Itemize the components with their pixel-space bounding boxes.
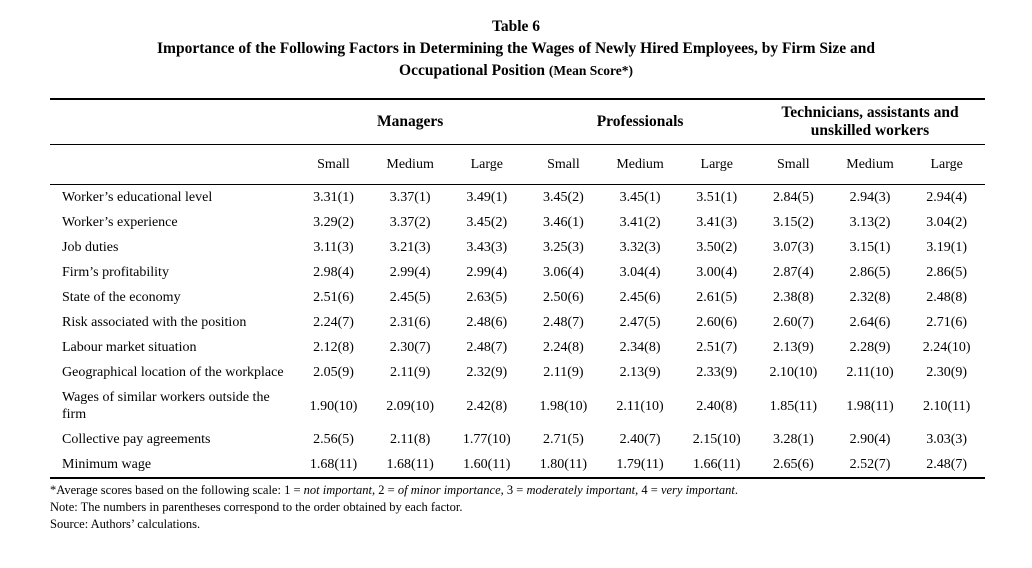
- scale-text: *Average scores based on the following scale: 1 =: [50, 483, 304, 497]
- score-cell: 2.52(7): [832, 452, 909, 478]
- score-cell: 2.63(5): [466, 290, 508, 305]
- score-cell: 2.34(8): [619, 340, 661, 355]
- row-label: Firm’s profitability: [62, 265, 169, 280]
- table-row: [50, 185, 985, 211]
- table-heading-line1: Importance of the Following Factors in Determining the Wages of Newly Hired Employees, by Firm Size and: [157, 40, 875, 57]
- score-cell: 3.41(2): [619, 215, 661, 230]
- score-cell: 2.11(9): [543, 365, 584, 380]
- table-row: [50, 310, 985, 335]
- score-cell: 3.37(1): [389, 190, 431, 205]
- score-cell: 2.48(7): [908, 452, 985, 478]
- score-cell: 1.77(10): [462, 432, 511, 447]
- footnote-source: Source: Authors’ calculations.: [50, 517, 201, 531]
- footnotes: [50, 482, 1032, 533]
- score-cell: 2.32(9): [466, 365, 508, 380]
- score-cell: 3.29(2): [313, 215, 354, 230]
- score-cell: 2.48(7): [466, 340, 508, 355]
- scale-text: , 3 =: [500, 483, 527, 497]
- score-cell: 2.99(4): [466, 265, 508, 280]
- footnote-scale: [50, 482, 1032, 499]
- score-cell: 3.45(2): [543, 190, 584, 205]
- size-header-technicians-large: Large: [908, 145, 985, 185]
- score-cell: 2.42(8): [466, 398, 508, 414]
- table-heading-line2: [0, 60, 1032, 82]
- score-cell: 3.37(2): [389, 215, 431, 230]
- score-cell: 2.48(7): [543, 315, 584, 330]
- score-cell: 1.79(11): [602, 452, 679, 478]
- score-cell: 3.49(1): [466, 190, 508, 205]
- size-header-technicians-medium: Medium: [832, 145, 909, 185]
- row-label: Minimum wage: [50, 452, 295, 478]
- score-cell: 3.45(2): [466, 215, 508, 230]
- score-cell: 2.86(5): [849, 265, 891, 280]
- row-label: Labour market situation: [62, 340, 197, 355]
- row-label: Worker’s experience: [62, 215, 178, 230]
- score-cell: 2.24(7): [313, 315, 354, 330]
- score-cell: 2.11(9): [389, 365, 431, 380]
- size-header-spacer: [50, 145, 295, 185]
- score-cell: 3.25(3): [543, 240, 584, 255]
- score-cell: 2.13(9): [772, 340, 814, 355]
- score-cell: 3.00(4): [696, 265, 738, 280]
- row-label: State of the economy: [62, 290, 181, 305]
- score-cell: 2.99(4): [389, 265, 431, 280]
- row-label: Geographical location of the workplace: [62, 365, 284, 380]
- score-cell: 2.60(6): [696, 315, 738, 330]
- group-header-technicians: Technicians, assistants and unskilled workers: [755, 99, 985, 145]
- score-cell: 2.45(6): [619, 290, 661, 305]
- score-cell: 3.13(2): [849, 215, 891, 230]
- score-cell: 3.11(3): [313, 240, 354, 255]
- score-cell: 2.71(6): [926, 315, 968, 330]
- scale-text: , 2 =: [372, 483, 398, 497]
- score-cell: 2.13(9): [619, 365, 661, 380]
- score-cell: 2.86(5): [926, 265, 968, 280]
- score-cell: 2.71(5): [543, 432, 584, 447]
- table-heading-mean-score: (Mean Score*): [548, 63, 633, 78]
- score-cell: 1.60(11): [448, 452, 525, 478]
- row-label: Collective pay agreements: [62, 432, 211, 447]
- score-cell: 3.07(3): [772, 240, 814, 255]
- group-header-professionals: Professionals: [525, 99, 755, 145]
- table-row: [50, 385, 985, 427]
- row-label: Risk associated with the position: [62, 315, 247, 330]
- score-cell: 2.11(8): [389, 432, 431, 447]
- scale-term: not important: [303, 483, 373, 497]
- table-row: [50, 235, 985, 260]
- scale-term: moderately important: [526, 483, 636, 497]
- score-cell: 2.28(9): [849, 340, 891, 355]
- score-cell: 2.48(8): [926, 290, 968, 305]
- score-cell: 3.04(2): [926, 215, 968, 230]
- score-cell: 1.80(11): [525, 452, 602, 478]
- score-cell: 2.51(7): [696, 340, 738, 355]
- score-cell: 2.12(8): [313, 340, 354, 355]
- score-cell: 3.28(1): [772, 432, 814, 447]
- score-cell: 2.48(6): [466, 315, 508, 330]
- score-cell: 2.40(8): [696, 398, 738, 414]
- score-cell: 2.47(5): [619, 315, 661, 330]
- score-cell: 3.46(1): [543, 215, 584, 230]
- score-cell: 2.56(5): [313, 432, 354, 447]
- size-header-professionals-large: Large: [678, 145, 755, 185]
- score-cell: 2.31(6): [389, 315, 431, 330]
- score-cell: 1.90(10): [309, 398, 358, 414]
- group-header-row: [50, 99, 985, 145]
- score-cell: 2.30(9): [926, 365, 968, 380]
- score-cell: 3.31(1): [313, 190, 354, 205]
- score-cell: 2.87(4): [772, 265, 814, 280]
- score-cell: 2.38(8): [772, 290, 814, 305]
- score-cell: 2.05(9): [313, 365, 354, 380]
- score-cell: 1.68(11): [372, 452, 449, 478]
- score-cell: 2.65(6): [755, 452, 832, 478]
- size-header-managers-small: Small: [295, 145, 372, 185]
- score-cell: 2.45(5): [389, 290, 431, 305]
- score-cell: 3.03(3): [926, 432, 968, 447]
- score-cell: 3.32(3): [619, 240, 661, 255]
- score-cell: 2.50(6): [543, 290, 584, 305]
- score-cell: 2.84(5): [772, 190, 814, 205]
- score-cell: 2.09(10): [386, 398, 435, 414]
- size-header-technicians-small: Small: [755, 145, 832, 185]
- score-cell: 1.98(11): [846, 398, 894, 414]
- score-cell: 2.94(3): [849, 190, 891, 205]
- table-row: [50, 285, 985, 310]
- score-cell: 2.33(9): [696, 365, 738, 380]
- score-cell: 2.32(8): [849, 290, 891, 305]
- scale-term: of minor importance: [397, 483, 501, 497]
- score-cell: 2.10(10): [769, 365, 818, 380]
- score-cell: 3.04(4): [619, 265, 661, 280]
- group-header-managers: Managers: [295, 99, 525, 145]
- score-cell: 2.10(11): [923, 398, 971, 414]
- table-row: [50, 360, 985, 385]
- score-cell: 1.66(11): [678, 452, 755, 478]
- score-cell: 2.94(4): [926, 190, 968, 205]
- score-cell: 2.15(10): [692, 432, 741, 447]
- score-cell: 2.30(7): [389, 340, 431, 355]
- score-cell: 3.43(3): [466, 240, 508, 255]
- score-cell: 2.11(10): [846, 365, 894, 380]
- size-header-professionals-medium: Medium: [602, 145, 679, 185]
- scale-text: .: [734, 483, 739, 497]
- size-header-managers-medium: Medium: [372, 145, 449, 185]
- table-title-block: [0, 0, 1032, 82]
- table-row: [50, 452, 985, 478]
- scale-term: very important: [660, 483, 735, 497]
- score-cell: 3.51(1): [696, 190, 738, 205]
- score-cell: 3.50(2): [696, 240, 738, 255]
- table-row: [50, 335, 985, 360]
- score-cell: 1.85(11): [769, 398, 817, 414]
- score-cell: 3.06(4): [543, 265, 584, 280]
- size-header-professionals-small: Small: [525, 145, 602, 185]
- row-label: Wages of similar workers outside the firm: [62, 390, 270, 422]
- table-number: Table 6: [491, 18, 541, 35]
- table-row: [50, 260, 985, 285]
- table-row: [50, 210, 985, 235]
- score-cell: 2.60(7): [772, 315, 814, 330]
- footnote-note: Note: The numbers in parentheses correspond to the order obtained by each factor.: [50, 500, 463, 514]
- table-heading-line2-text: Occupational Position: [399, 62, 545, 79]
- row-label: Worker’s educational level: [62, 190, 213, 205]
- score-cell: 3.19(1): [926, 240, 968, 255]
- score-cell: 1.68(11): [295, 452, 372, 478]
- score-cell: 2.61(5): [696, 290, 738, 305]
- wage-factors-table: [50, 98, 985, 479]
- score-cell: 3.15(1): [849, 240, 891, 255]
- score-cell: 3.15(2): [772, 215, 814, 230]
- score-cell: 1.98(10): [539, 398, 588, 414]
- score-cell: 3.41(3): [696, 215, 738, 230]
- score-cell: 2.24(8): [543, 340, 584, 355]
- score-cell: 2.51(6): [313, 290, 354, 305]
- score-cell: 2.24(10): [922, 340, 971, 355]
- group-header-spacer: [50, 99, 295, 145]
- score-cell: 2.64(6): [849, 315, 891, 330]
- table-row: [50, 427, 985, 452]
- size-header-row: [50, 145, 985, 185]
- size-header-managers-large: Large: [448, 145, 525, 185]
- scale-text: , 4 =: [635, 483, 661, 497]
- score-cell: 2.98(4): [313, 265, 354, 280]
- score-cell: 2.11(10): [616, 398, 664, 414]
- row-label: Job duties: [62, 240, 119, 255]
- score-cell: 3.21(3): [389, 240, 431, 255]
- score-cell: 2.90(4): [849, 432, 891, 447]
- score-cell: 3.45(1): [619, 190, 661, 205]
- score-cell: 2.40(7): [619, 432, 661, 447]
